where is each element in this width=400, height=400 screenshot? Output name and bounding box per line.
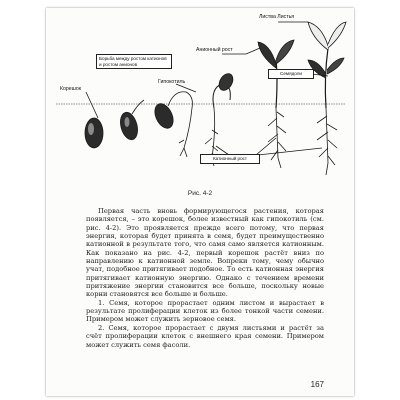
figure-label-root: Корешок	[60, 86, 81, 92]
paragraph: 1. Семя, которое прорастает одним листом и вырастает в результате пролиферации клеток из более тонкой части семени. Примером может служить зерновое семя.	[86, 298, 324, 324]
figure-label-leaves: Листва Листья	[259, 14, 295, 20]
figure-label-cation-growth: Катионный рост	[200, 154, 260, 164]
figure-caption: Рис. 4-2	[187, 190, 213, 197]
figure-label-cotyledons: Семядоли	[268, 69, 314, 79]
paragraph: 2. Семя, которое прорастает с двумя листьями и растёт за счёт пролиферации клеток с внешнего края семени. Примером может служить семя фасоли.	[86, 323, 324, 349]
page-number: 167	[310, 380, 324, 389]
paragraph: Первая часть вновь формирующегося растения, которая появляется, – это корешок, более известный как гипокотиль (см. рис. 4-2). Это проявляется прежде всего потому, что первая энергия, которая будет принята в семя, будет преимущественно катионной в результате того, что самя само является катионным. Как показано на рис. 4-2, первый корешок растёт вниз по направлению к катионной земле. Вопреки тому, чему обычно учат, подобное притягивает подобное. То есть катионная энергия притягивает катионную энергию. Однако с течением времени притяжение энергии становится все больше, поскольку новые корни становятся все больше и больше.	[86, 207, 324, 299]
figure-label-hypocotyl: Гипокотиль	[158, 79, 186, 85]
body-text	[86, 207, 324, 349]
figure-seed-germination	[46, 8, 354, 188]
figure-label-anion-growth: Анионный рост	[196, 47, 233, 53]
book-page	[46, 8, 354, 396]
figure-label-struggle: Борьба между ростом катионов и ростом анионов	[96, 54, 172, 69]
